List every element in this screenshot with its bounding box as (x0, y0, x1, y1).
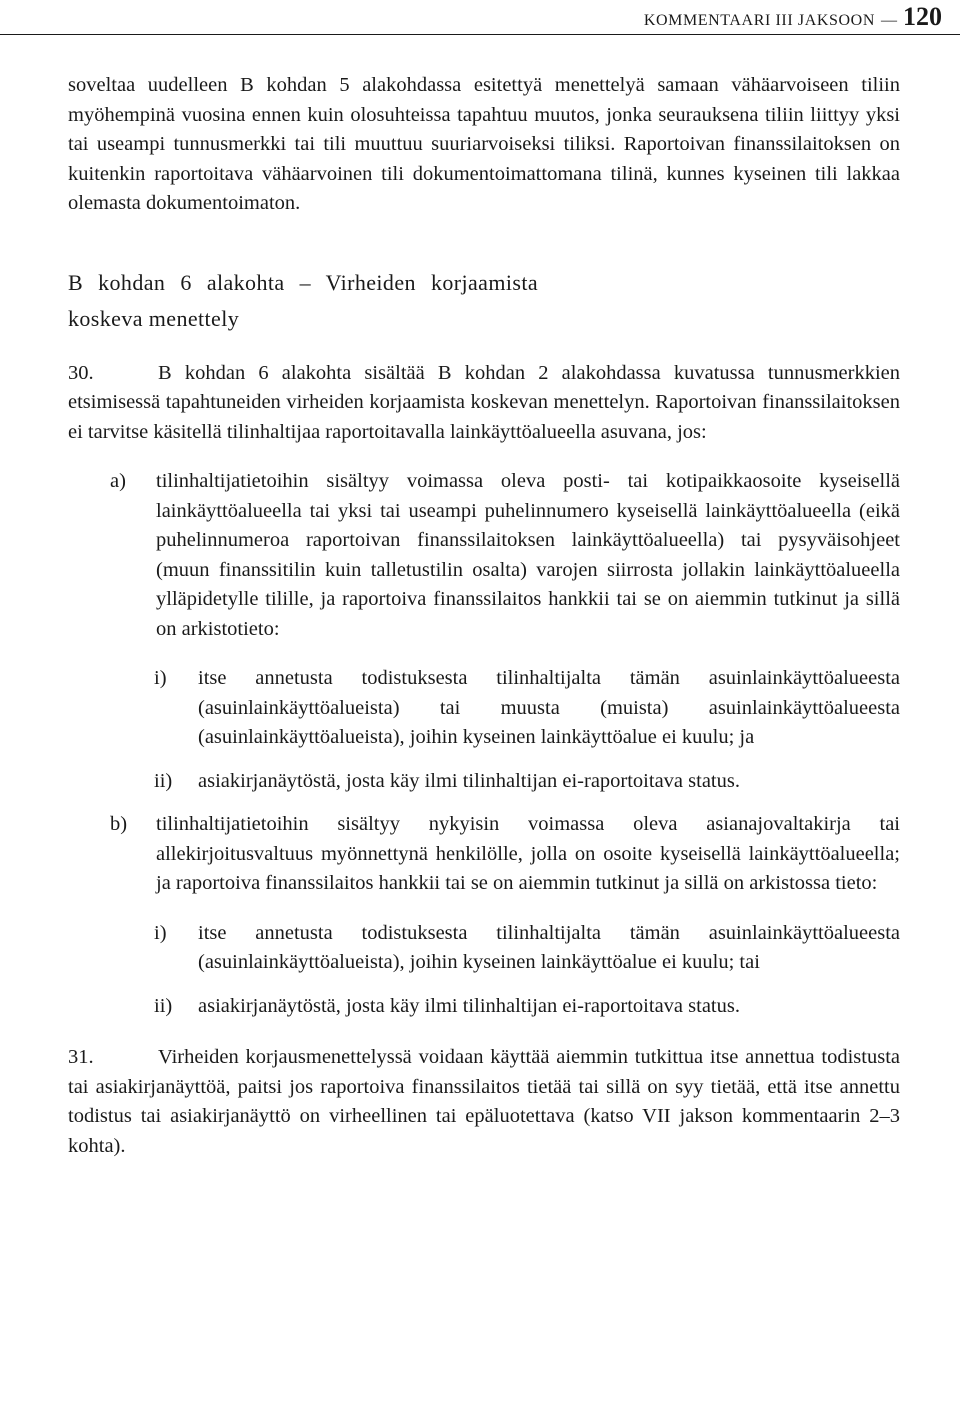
paragraph-number: 31. (68, 1046, 94, 1068)
page-header (0, 0, 960, 34)
header-rule (0, 34, 960, 35)
item-label: b) (110, 813, 128, 835)
sub-item-b-ii (68, 992, 900, 1022)
header-dash: — (881, 12, 897, 29)
item-label: a) (110, 470, 126, 492)
sub-item-b-i (68, 919, 900, 978)
sub-item-text: itse annetusta todistuksesta tilinhaltijalta tämän asuinlainkäyttöalueesta (asuinlainkäyttöalueista), joihin kyseinen lainkäyttöalue ei kuulu; tai (198, 921, 900, 973)
section-title: KOMMENTAARI III JAKSOON (643, 12, 875, 29)
page-number: 120 (903, 2, 942, 31)
item-text: tilinhaltijatietoihin sisältyy nykyisin voimassa oleva asianajovaltakirja tai allekirjoitusvaltuus myönnettynä henkilölle, jolla on osoite kyseisellä lainkäyttöalueella; ja raportoiva finanssilaitos hankkii tai se on aiemmin tutkinut ja sillä on arkistossa tieto: (156, 813, 900, 894)
sub-item-a-i (68, 664, 900, 753)
paragraph-30 (68, 359, 900, 448)
running-header (644, 2, 942, 32)
list-item-a (68, 467, 900, 644)
paragraph-text: B kohdan 6 alakohta sisältää B kohdan 2 alakohdassa kuvatussa tunnusmerkkien etsimisessä tapahtuneiden virheiden korjaamista koskevan menettelyn. Raportoivan finanssilaitoksen ei tarvitse käsitellä tilinhaltijaa raportoitavalla lainkäyttöalueella asuvana, jos: (68, 361, 900, 443)
sub-item-text: asiakirjanäytöstä, josta käy ilmi tilinhaltijan ei-raportoitava status. (198, 769, 740, 792)
item-text: tilinhaltijatietoihin sisältyy voimassa oleva posti- tai kotipaikkaosoite kyseisellä lainkäyttöalueella tai yksi tai useampi puhelinnumero kyseisellä lainkäyttöalueella (eikä puhelinnumeroa raportoivan finanssilaitoksen lainkäyttöalueella) tai pysyväisohjeet (muun finanssitilin kuin talletustilin osalta) varojen siirrosta jollakin lainkäyttöalueella ylläpidetylle tilille, ja raportoiva finanssilaitos hankkii tai se on aiemmin tutkinut ja sillä on arkistotieto: (156, 470, 900, 640)
section-heading: B kohdan 6 alakohta – Virheiden korjaamista koskeva menettely (68, 269, 538, 331)
sub-item-text: itse annetusta todistuksesta tilinhaltijalta tämän asuinlainkäyttöalueesta (asuinlainkäyttöalueista) tai muusta (muista) asuinlainkäyttöalueesta (asuinlainkäyttöalueista), joihin kyseinen lainkäyttöalue ei kuulu; ja (198, 667, 900, 748)
paragraph-31 (68, 1043, 900, 1161)
paragraph-number: 30. (68, 361, 94, 384)
intro-paragraph: soveltaa uudelleen B kohdan 5 alakohdassa esitettyä menettelyä samaan vähäarvoiseen tiliin myöhempinä vuosina ennen kuin olosuhteissa tapahtuu muutos, jonka seurauksena tiliin liittyy yksi tai useampi tunnusmerkki tai tili muuttuu suuriarvoiseksi tiliksi. Raportoivan finanssilaitoksen on kuitenkin raportoitava vähäarvoinen tili dokumentoimattomana tilinä, kunnes kyseinen tili lakkaa olemasta dokumentoimaton. (68, 74, 900, 214)
sub-item-label: i) (154, 667, 167, 689)
list-item-b (68, 810, 900, 899)
sub-item-label: ii) (154, 994, 173, 1017)
paragraph-text: Virheiden korjausmenettelyssä voidaan käyttää aiemmin tutkittua itse annettua todistusta tai asiakirjanäyttöä, paitsi jos raportoiva finanssilaitos tietää tai sillä on syy tietää, että itse annettu todistus tai asiakirjanäyttö on virheellinen tai epäluotettava (katso VII jakson kommentaarin 2–3 kohta). (68, 1046, 900, 1157)
sub-item-label: ii) (154, 769, 173, 792)
sub-item-label: i) (154, 921, 167, 944)
sub-item-text: asiakirjanäytöstä, josta käy ilmi tilinhaltijan ei-raportoitava status. (198, 994, 740, 1017)
page-body (68, 71, 900, 1161)
sub-item-a-ii (68, 767, 900, 797)
